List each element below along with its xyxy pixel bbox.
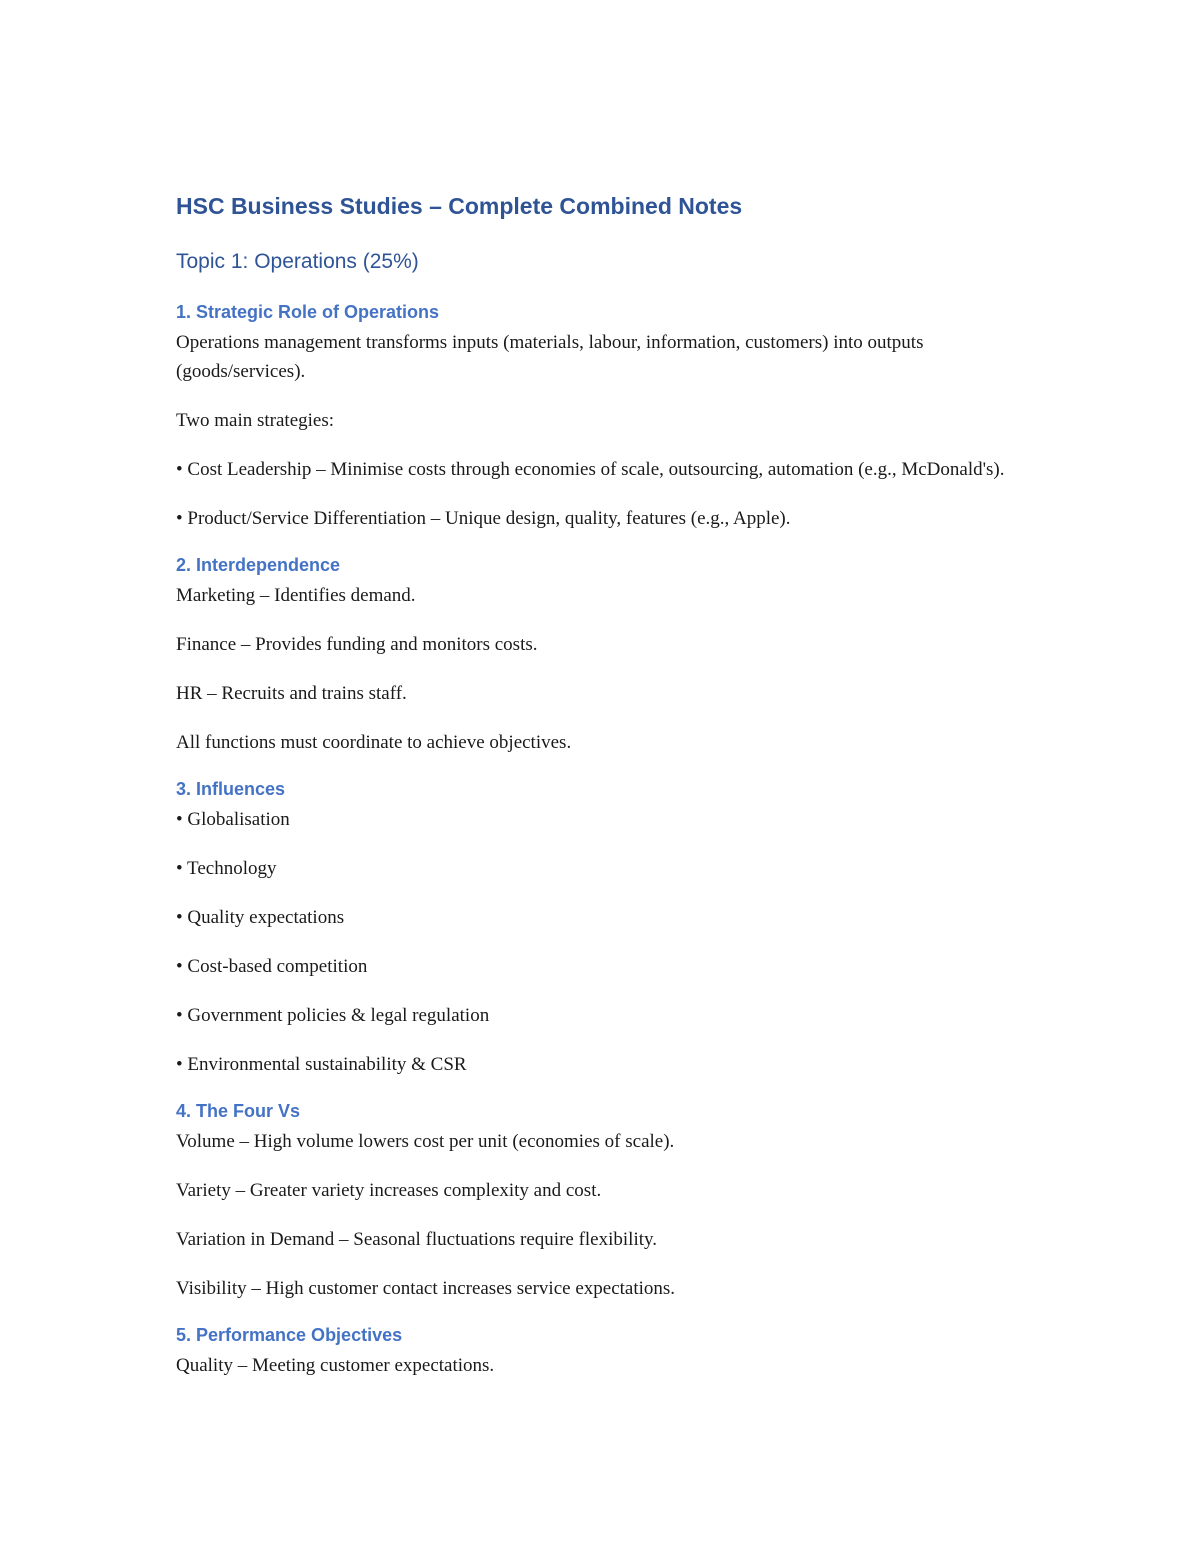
paragraph: Visibility – High customer contact increases service expectations. [176, 1278, 676, 1299]
document-title: HSC Business Studies – Complete Combined Notes [176, 193, 743, 219]
paragraph: HR – Recruits and trains staff. [176, 683, 407, 704]
section-strategic-role [176, 300, 1036, 533]
paragraph: Variety – Greater variety increases complexity and cost. [176, 1180, 602, 1201]
bullet-item: • Government policies & legal regulation [176, 1005, 490, 1026]
section-performance-objectives [176, 1323, 1036, 1380]
bullet-item: • Technology [176, 858, 277, 879]
section-heading: 3. Influences [176, 779, 286, 799]
section-heading: 5. Performance Objectives [176, 1325, 403, 1345]
bullet-item: • Environmental sustainability & CSR [176, 1054, 467, 1075]
paragraph: Volume – High volume lowers cost per unit (economies of scale). [176, 1131, 675, 1152]
paragraph: Finance – Provides funding and monitors costs. [176, 634, 538, 655]
section-heading: 4. The Four Vs [176, 1101, 301, 1121]
bullet-item: • Globalisation [176, 809, 290, 830]
paragraph: Two main strategies: [176, 410, 335, 431]
section-interdependence [176, 553, 1036, 757]
paragraph: Quality – Meeting customer expectations. [176, 1355, 495, 1376]
section-influences [176, 777, 1036, 1079]
topic-title: Topic 1: Operations (25%) [176, 250, 419, 273]
section-heading: 1. Strategic Role of Operations [176, 302, 440, 322]
bullet-item: • Cost-based competition [176, 956, 368, 977]
section-four-vs [176, 1099, 1036, 1303]
document-page [176, 180, 1036, 1400]
paragraph: All functions must coordinate to achieve objectives. [176, 732, 572, 753]
paragraph: Operations management transforms inputs (materials, labour, information, customers) into outputs (goods/services). [176, 332, 924, 382]
section-heading: 2. Interdependence [176, 555, 341, 575]
bullet-item: • Product/Service Differentiation – Unique design, quality, features (e.g., Apple). [176, 508, 791, 529]
paragraph: Marketing – Identifies demand. [176, 585, 416, 606]
paragraph: Variation in Demand – Seasonal fluctuations require flexibility. [176, 1229, 658, 1250]
bullet-item: • Cost Leadership – Minimise costs through economies of scale, outsourcing, automation (e.g., McDonald's). [176, 459, 1005, 480]
bullet-item: • Quality expectations [176, 907, 345, 928]
